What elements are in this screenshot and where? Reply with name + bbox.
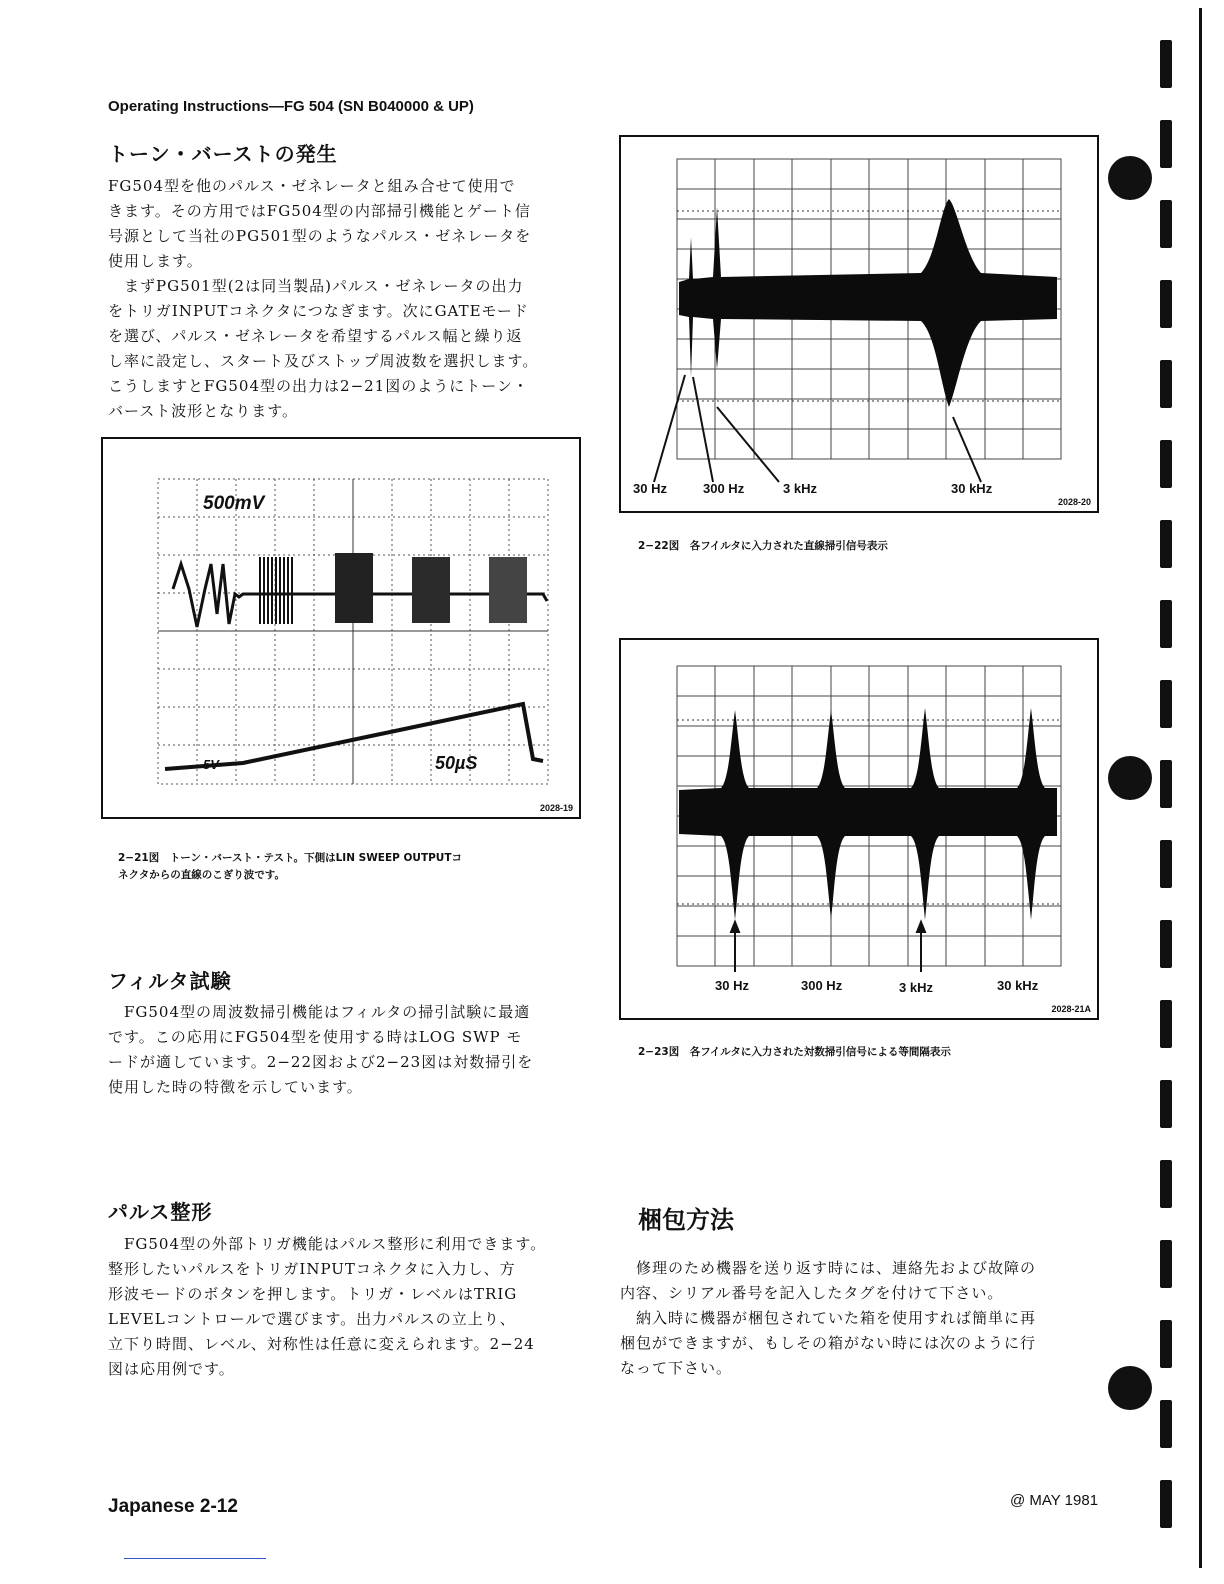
- marker-label-300hz: 300 Hz: [703, 481, 745, 496]
- binder-hole: [1108, 156, 1152, 200]
- marker-label-300hz: 300 Hz: [801, 978, 843, 993]
- page-number: Japanese 2-12: [108, 1496, 238, 1517]
- pulse-shaping-paragraph: FG504型の外部トリガ機能はパルス整形に利用できます。 整形したいパルスをトリガINPUTコネクタに入力し、方 形波モードのボタンを押します。トリガ・レベルはTRIG LEVELコントロールで選びます。出力パルスの立上り、 立下り時間、レベル、対称性は任意に変えられます。2−24 図は応用例です。: [108, 1235, 547, 1378]
- figure-linear-sweep-filter: [619, 135, 1099, 513]
- marker-label-30khz: 30 kHz: [951, 481, 993, 496]
- section-title-filter-test: フィルタ試験: [108, 969, 232, 993]
- oscilloscope-trace-tone-burst: [103, 439, 579, 817]
- oscilloscope-trace-log-sweep: [621, 640, 1097, 1018]
- figure-id: 2028-20: [1057, 497, 1091, 507]
- figure-caption-2-23: 2−23図 各フイルタに入力された対数掃引信号による等間隔表示: [638, 1046, 951, 1058]
- bottom-rule: [124, 1558, 266, 1559]
- tone-burst-paragraph-1: FG504型を他のパルス・ゼネレータと組み合せて使用で きます。その方用ではFG504型の内部掃引機能とゲート信 号源として当社のPG501型のようなパルス・ゼネレータを 使用します。: [108, 177, 532, 270]
- figure-id: 2028-19: [539, 803, 573, 813]
- marker-label-30hz: 30 Hz: [633, 481, 667, 496]
- section-title-packing: 梱包方法: [638, 1206, 734, 1234]
- binder-hole: [1108, 756, 1152, 800]
- section-title-tone-burst: トーン・バーストの発生: [108, 142, 338, 166]
- sweep-volts-label: 5V: [203, 757, 219, 772]
- figure-log-sweep-filter: [619, 638, 1099, 1020]
- marker-label-30hz: 30 Hz: [715, 978, 749, 993]
- figure-caption-2-21: 2−21図 トーン・バースト・テスト。下側はLIN SWEEP OUTPUTコ ネクタからの直線のこぎり波です。: [118, 852, 462, 881]
- volts-per-div-label: 500mV: [203, 493, 265, 514]
- figure-id: 2028-21A: [1051, 1004, 1091, 1014]
- figure-tone-burst: [101, 437, 581, 819]
- packing-paragraph-2: 納入時に機器が梱包されていた箱を使用すれば簡単に再 梱包ができますが、もしその箱がない時には次のように行 なって下さい。: [620, 1309, 1037, 1377]
- running-header: Operating Instructions—FG 504 (SN B040000 & UP): [108, 98, 474, 115]
- packing-paragraph-1: 修理のため機器を送り返す時には、連絡先および故障の 内容、シリアル番号を記入したタグを付けて下さい。: [620, 1259, 1037, 1302]
- oscilloscope-trace-linear-sweep: [621, 137, 1097, 511]
- filter-test-paragraph: FG504型の周波数掃引機能はフィルタの掃引試験に最適 です。この応用にFG504型を使用する時はLOG SWP モ ードが適しています。2−22図および2−23図は対数掃引を 使用した時の特徴を示しています。: [108, 1003, 534, 1096]
- binder-hole: [1108, 1366, 1152, 1410]
- section-title-pulse-shaping: パルス整形: [108, 1200, 213, 1224]
- binder-edge-line: [1199, 8, 1202, 1568]
- marker-label-30khz: 30 kHz: [997, 978, 1039, 993]
- figure-caption-2-22: 2−22図 各フイルタに入力された直線掃引信号表示: [638, 540, 888, 552]
- marker-label-3khz: 3 kHz: [783, 481, 817, 496]
- time-per-div-label: 50µS: [435, 753, 478, 773]
- tone-burst-paragraph-2: まずPG501型(2は同当製品)パルス・ゼネレータの出力 をトリガINPUTコネクタにつなぎます。次にGATEモード を選び、パルス・ゼネレータを希望するパルス幅と繰り返 し率に設定し、スタート及びストップ周波数を選択します。 こうしますとFG504型の出力は2−21図のようにトーン・ バースト波形となります。: [108, 277, 539, 420]
- marker-label-3khz: 3 kHz: [899, 980, 933, 995]
- publication-date: @ MAY 1981: [1010, 1492, 1099, 1509]
